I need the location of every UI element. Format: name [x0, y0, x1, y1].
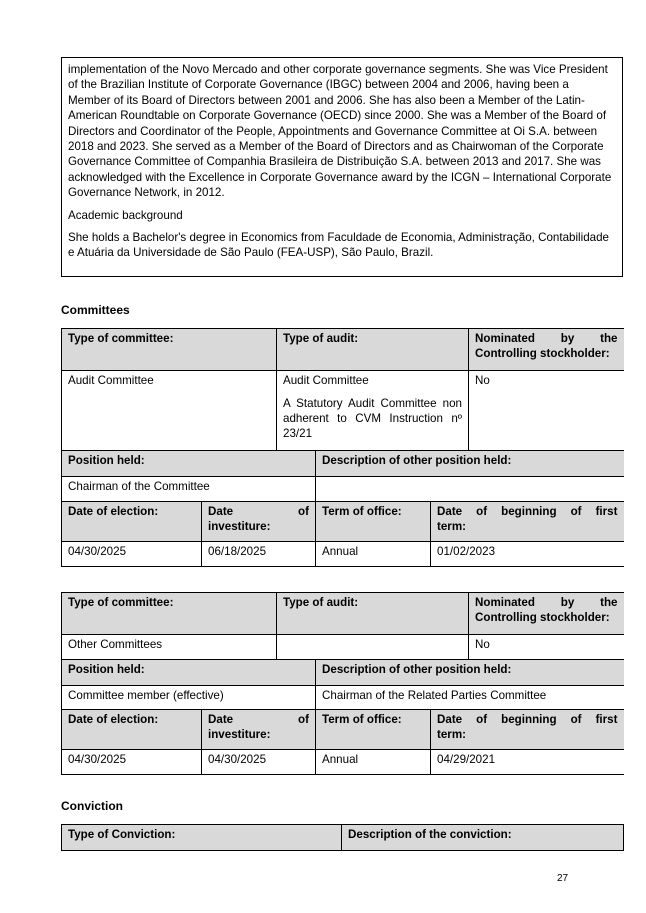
- bio-line: Governance Network, in 2012.: [68, 186, 225, 200]
- audit-type-note: A Statutory Audit Committee non adherent to CVM Instruction nº 23/21: [283, 397, 463, 440]
- bio-line: of the Brazilian Institute of Corporate Governance (IBGC) between 2004 and 2006, having been a: [68, 78, 569, 92]
- committee-table-2: [61, 592, 624, 775]
- audit-type-cell: [277, 371, 469, 451]
- first-term-date-value: 01/02/2023: [431, 542, 624, 567]
- date-of-investiture-label: Date of investiture:: [202, 502, 316, 542]
- position-held-value: Committee member (effective): [62, 686, 316, 710]
- bio-line: implementation of the Novo Mercado and other corporate governance segments. She was Vice President: [68, 63, 608, 76]
- term-value: Annual: [316, 542, 431, 567]
- term-of-office-label: Term of office:: [316, 710, 431, 750]
- position-held-label: Position held:: [62, 660, 316, 686]
- bio-line: Member of its Board of Directors between 2001 and 2006. She has also been a Member of the Latin-: [68, 93, 585, 107]
- date-of-investiture-label: Date of investiture:: [202, 710, 316, 750]
- date-of-election-label: Date of election:: [62, 502, 202, 542]
- bio-line: Directors and Coordinator of the People, Appointments and Governance Committee at Oi S.A. between: [68, 124, 598, 138]
- conviction-heading: Conviction: [61, 799, 123, 813]
- bio-line: American Roundtable on Corporate Governance (OECD) since 2000. She was a Member of the Board of: [68, 109, 607, 123]
- bio-line: acknowledged with the Excellence in Corporate Governance award by the ICGN – International Corporate: [68, 170, 612, 184]
- bio-line: 2018 and 2023. She served as a Member of the Board of Directors and as Chairwoman of the Corporate: [68, 140, 604, 154]
- committee-type-value: Other Committees: [62, 635, 277, 660]
- page-number: 27: [557, 873, 569, 884]
- position-held-label: Position held:: [62, 451, 316, 477]
- other-position-label: Description of other position held:: [316, 660, 624, 686]
- election-date-value: 04/30/2025: [62, 542, 202, 567]
- other-position-label: Description of other position held:: [316, 451, 624, 477]
- committee-type-value: Audit Committee: [62, 371, 277, 451]
- audit-type-value: Audit Committee: [283, 374, 369, 387]
- academic-line: e Atuária da Universidade de São Paulo (FEA-USP), São Paulo, Brazil.: [68, 246, 434, 260]
- nominated-label: Nominated by the Controlling stockholder:: [469, 329, 624, 371]
- conviction-description-label: Description of the conviction:: [342, 825, 624, 851]
- nominated-label: Nominated by the Controlling stockholder:: [469, 593, 624, 635]
- term-value: Annual: [316, 750, 431, 775]
- other-position-value: Chairman of the Related Parties Committee: [316, 686, 624, 710]
- conviction-table: [61, 824, 624, 851]
- biography-box: [61, 57, 623, 277]
- election-date-value: 04/30/2025: [62, 750, 202, 775]
- academic-line: She holds a Bachelor's degree in Economics from Faculdade de Economia, Administração, Contabilidade: [68, 231, 609, 245]
- nominated-value: No: [469, 635, 624, 660]
- type-of-committee-label: Type of committee:: [62, 329, 277, 371]
- date-of-election-label: Date of election:: [62, 710, 202, 750]
- type-of-audit-label: Type of audit:: [277, 329, 469, 371]
- audit-type-value: [277, 635, 469, 660]
- investiture-date-value: 04/30/2025: [202, 750, 316, 775]
- position-held-value: Chairman of the Committee: [62, 477, 316, 502]
- first-term-label: Date of beginning of first term:: [431, 502, 624, 542]
- investiture-date-value: 06/18/2025: [202, 542, 316, 567]
- academic-background-label: Academic background: [68, 208, 183, 222]
- committees-heading: Committees: [61, 303, 130, 317]
- first-term-label: Date of beginning of first term:: [431, 710, 624, 750]
- term-of-office-label: Term of office:: [316, 502, 431, 542]
- first-term-date-value: 04/29/2021: [431, 750, 624, 775]
- bio-line: Governance Committee of Companhia Brasileira de Distribuição S.A. between 2013 and 2017. She was: [68, 155, 601, 169]
- other-position-value: [316, 477, 624, 502]
- type-of-committee-label: Type of committee:: [62, 593, 277, 635]
- type-of-conviction-label: Type of Conviction:: [62, 825, 342, 851]
- nominated-value: No: [469, 371, 624, 451]
- type-of-audit-label: Type of audit:: [277, 593, 469, 635]
- committee-table-1: [61, 328, 624, 567]
